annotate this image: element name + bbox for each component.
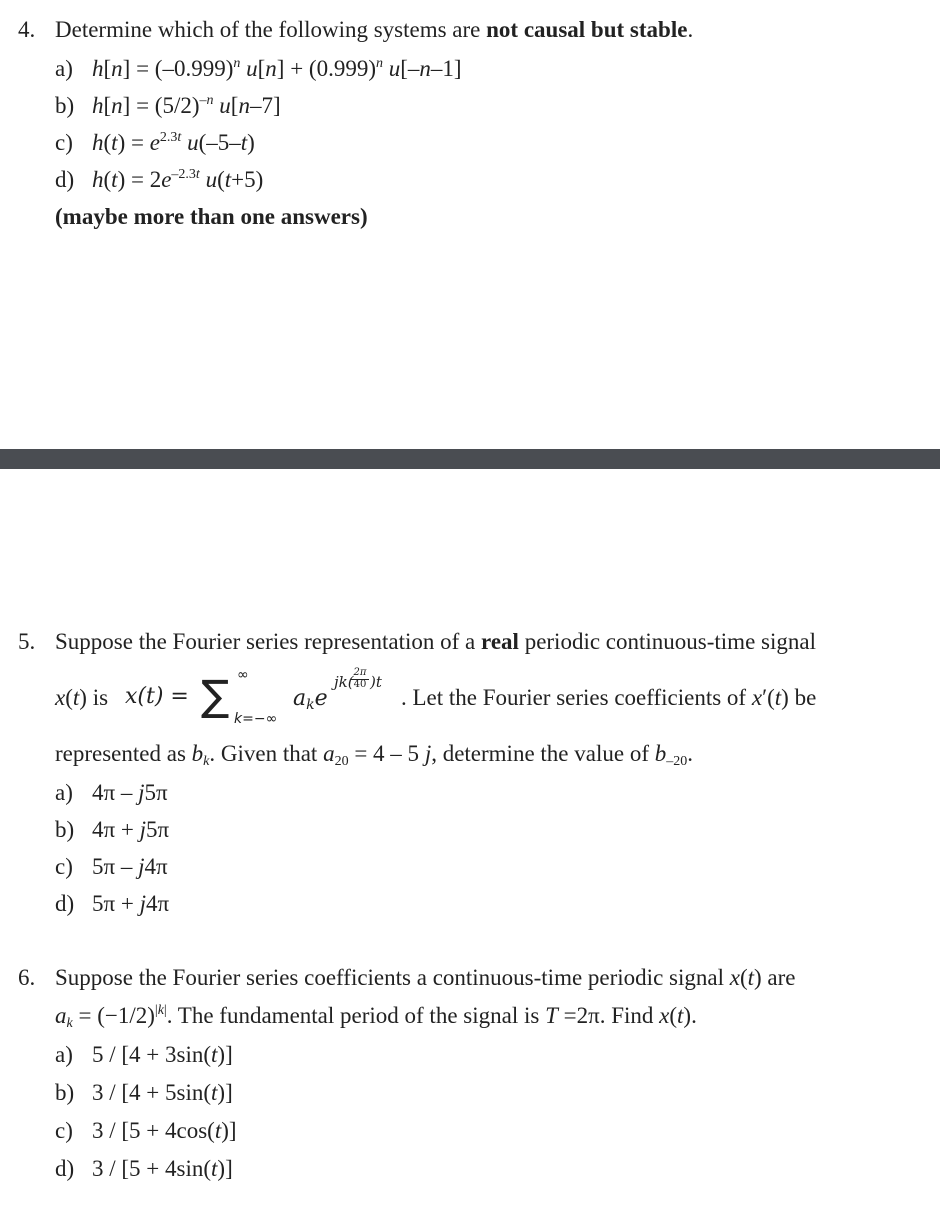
question-prompt-line2: $a_k = (-1/2)^{|k|}$. The fundamental period of the signal is T =2π. Find x(t). (55, 1003, 697, 1031)
option-c-expression: 3 / [5 + 4cos(t)] (92, 1118, 237, 1143)
option-label: c) (55, 130, 73, 155)
question-prompt-line1: Suppose the Fourier series coefficients a continuous-time periodic signal x(t) are (55, 965, 796, 990)
option-d-expression: 3 / [5 + 4sin(t)] (92, 1156, 233, 1181)
option-d-expression: 5π + j4π (92, 891, 170, 916)
option-label: d) (55, 891, 75, 916)
option-c-expression: $h(t) = e^{2.3t}$ u(–5–t) (92, 130, 255, 155)
question-prompt-line2-end: . Let the Fourier series coefficients of x′(t) be (401, 685, 817, 710)
option-label: a) (55, 56, 73, 81)
option-label: b) (55, 93, 75, 118)
option-b-expression: 3 / [4 + 5sin(t)] (92, 1080, 233, 1105)
question-note: (maybe more than one answers) (55, 204, 368, 229)
question-prompt: Determine which of the following systems are not causal but stable. (55, 17, 694, 42)
option-label: c) (55, 1118, 73, 1143)
option-label: a) (55, 1042, 73, 1067)
question-number: 5. (18, 629, 36, 654)
option-a-expression: 4π – j5π (92, 780, 168, 805)
question-prompt-line2-start: x(t) is (55, 685, 109, 710)
option-label: b) (55, 817, 75, 842)
question-prompt-line1: Suppose the Fourier series representation of a real periodic continuous-time signal (55, 629, 816, 654)
option-label: d) (55, 167, 75, 192)
option-c-expression: 5π – j4π (92, 854, 168, 879)
option-label: a) (55, 780, 73, 805)
question-number: 6. (18, 965, 36, 990)
fourier-series-formula: x(t) = ∑ ∞ k=−∞ $a_ke$ jk( 2π 40 )t (125, 667, 382, 727)
option-a-expression: 5 / [4 + 3sin(t)] (92, 1042, 233, 1067)
option-b-expression: $h[n] = (5/2)^{-n}$ u[n–7] (92, 93, 281, 118)
question-number: 4. (18, 17, 36, 42)
option-b-expression: 4π + j5π (92, 817, 170, 842)
option-label: c) (55, 854, 73, 879)
section-divider (0, 449, 940, 469)
option-a-expression: $h[n] = (-0.999)^n$ $u[n] + (0.999)^n$ u[–n–1] (92, 56, 462, 81)
option-label: d) (55, 1156, 75, 1181)
option-label: b) (55, 1080, 75, 1105)
option-d-expression: $h(t) = 2e^{-2.3t}$ u(t+5) (92, 167, 264, 192)
question-prompt-line3: represented as $b_k$. Given that $a_{20} = 4 - 5$ j, determine the value of $b_{-20}$. (55, 741, 693, 769)
